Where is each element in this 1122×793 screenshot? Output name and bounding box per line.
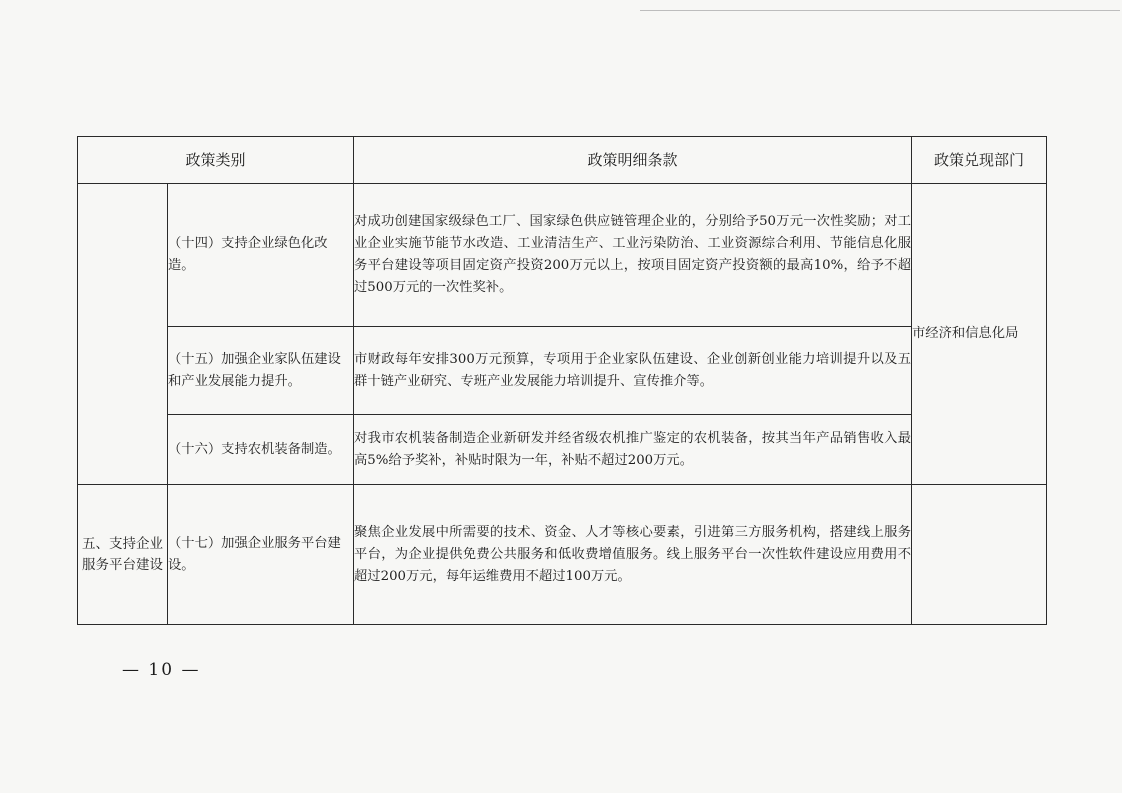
header-department: 政策兑现部门 [912,137,1047,184]
detail-cell: 市财政每年安排300万元预算，专项用于企业家队伍建设、企业创新创业能力培训提升以及五群十链产业研究、专班产业发展能力培训提升、宣传推介等。 [354,327,912,415]
detail-cell: 对成功创建国家级绿色工厂、国家绿色供应链管理企业的，分别给予50万元一次性奖励；对工业企业实施节能节水改造、工业清洁生产、工业污染防治、工业资源综合利用、节能信息化服务平台建设等项目固定资产投资200万元以上，按项目固定资产投资额的最高10%，给予不超过500万元的一次性奖补。 [354,184,912,327]
detail-cell: 聚焦企业发展中所需要的技术、资金、人才等核心要素，引进第三方服务机构，搭建线上服务平台，为企业提供免费公共服务和低收费增值服务。线上服务平台一次性软件建设应用费用不超过200万元，每年运维费用不超过100万元。 [354,485,912,625]
table-row [78,485,1047,625]
header-category: 政策类别 [78,137,354,184]
item-cell: （十六）支持农机装备制造。 [168,415,354,485]
table-row [78,327,1047,415]
table-header-row [78,137,1047,184]
item-cell: （十五）加强企业家队伍建设和产业发展能力提升。 [168,327,354,415]
header-detail: 政策明细条款 [354,137,912,184]
item-cell: （十七）加强企业服务平台建设。 [168,485,354,625]
policy-table [77,136,1047,625]
category-cell: 五、支持企业服务平台建设 [78,485,168,625]
department-cell-empty [912,485,1047,625]
top-edge-rule [640,10,1120,11]
detail-cell: 对我市农机装备制造企业新研发并经省级农机推广鉴定的农机装备，按其当年产品销售收入最高5%给予奖补，补贴时限为一年，补贴不超过200万元。 [354,415,912,485]
page-number: — 10 — [122,660,201,680]
table-row [78,415,1047,485]
table-row [78,184,1047,327]
category-cell-empty [78,184,168,485]
department-cell: 市经济和信息化局 [912,184,1047,485]
item-cell: （十四）支持企业绿色化改造。 [168,184,354,327]
